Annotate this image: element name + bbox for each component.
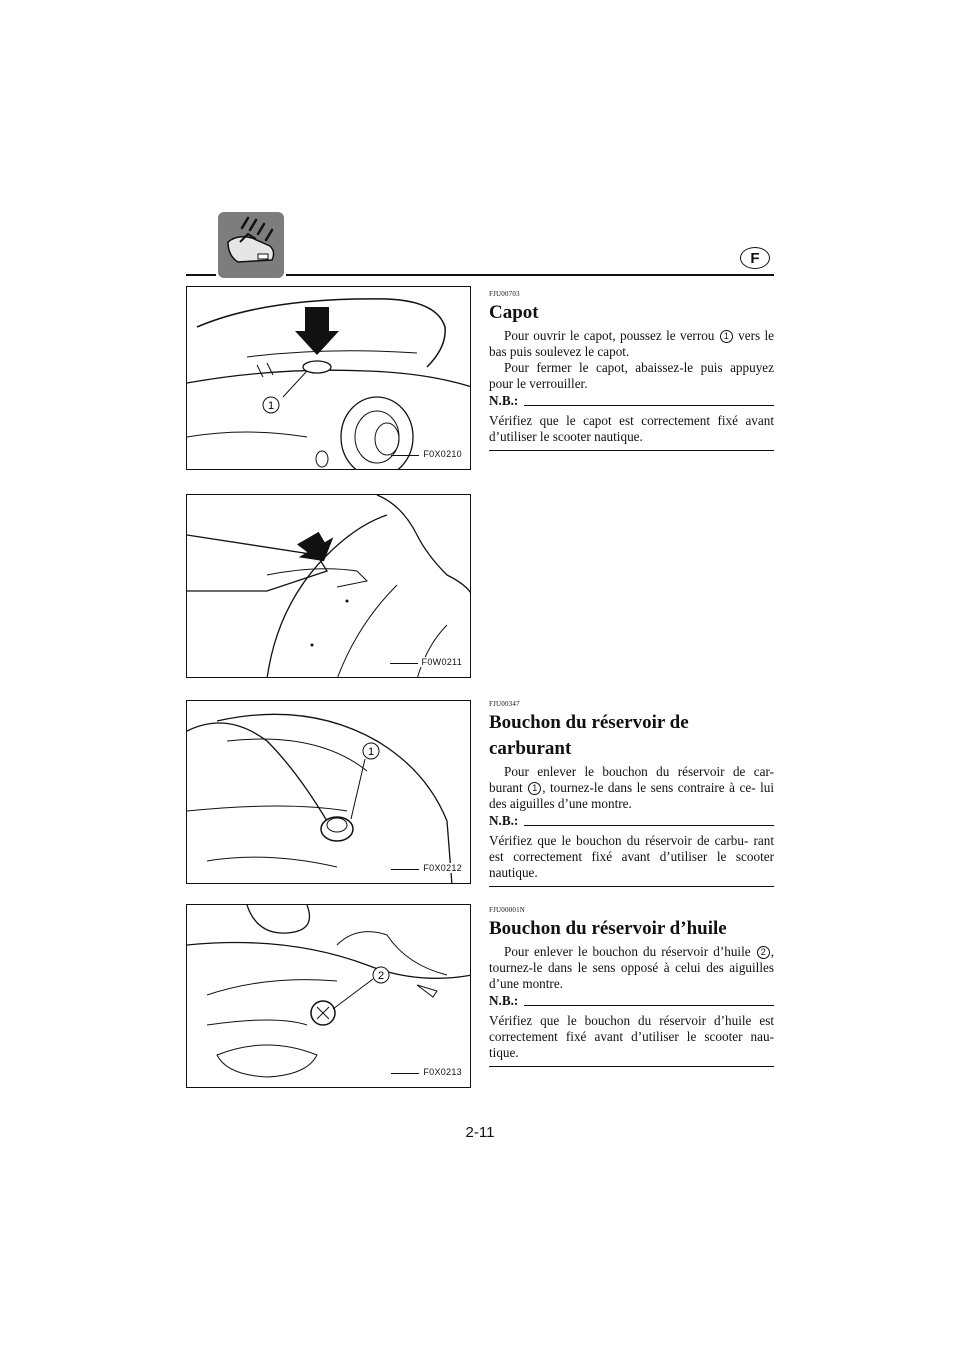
figure-code: F0X0213 [423,1067,462,1077]
callout-ref: 2 [757,946,770,959]
section-oil-tank-cap [489,906,774,1067]
section-title: Capot [489,302,539,323]
note-label: N.B.: [489,393,519,408]
svg-text:1: 1 [367,746,375,758]
note-text: Vérifiez que le bouchon du réservoir de carbu- rant est correctement fixé avant d’utiliser le scooter nautique. [489,833,774,880]
figure-fuel-tank-cap [186,700,471,884]
language-badge: F [740,247,770,269]
figure-code: F0X0210 [423,449,462,459]
section-title: Bouchon du réservoir de carburant [489,712,689,759]
jet-ski-icon [218,212,284,278]
note-end-rule [489,450,774,451]
note-header [489,813,774,829]
header-rule [186,274,216,276]
svg-text:1: 1 [267,400,275,412]
figure-code: F0W0211 [421,657,462,667]
svg-text:2: 2 [377,970,385,982]
section-hood [489,290,774,451]
page-number: 2-11 [465,1124,495,1141]
callout-ref: 1 [528,782,541,795]
note-text: Vérifiez que le capot est correctement fixé avant d’utiliser le scooter nautique. [489,413,774,444]
figure-hood-latch [186,286,471,470]
section-code: FJU00703 [489,290,520,298]
paragraph: Pour fermer le capot, abaissez-le puis appuyez pour le verrouiller. [489,360,774,391]
figure-code: F0X0212 [423,863,462,873]
note-end-rule [489,886,774,887]
callout-ref: 1 [720,330,733,343]
section-code: FJU00001N [489,906,526,914]
header-rule [286,274,774,276]
figure-hood-closing [186,494,471,678]
note-text: Vérifiez que le bouchon du réservoir d’huile est correctement fixé avant d’utiliser le scooter nau- tique. [489,1013,774,1060]
note-header [489,993,774,1009]
figure-oil-tank-cap [186,904,471,1088]
section-fuel-tank-cap [489,700,774,887]
section-code: FJU00347 [489,700,520,708]
note-header [489,393,774,409]
note-label: N.B.: [489,993,519,1008]
section-title: Bouchon du réservoir d’huile [489,918,727,939]
note-label: N.B.: [489,813,519,828]
note-end-rule [489,1066,774,1067]
paragraph: Pour enlever le bouchon du réservoir d’huile 2 , tournez-le dans le sens opposé à celui des aiguilles d’une montre. [489,944,774,991]
paragraph: Pour enlever le bouchon du réservoir de car- burant 1 , tournez-le dans le sens contraire à ce- lui des aiguilles d’une montre. [489,764,775,811]
paragraph: Pour ouvrir le capot, poussez le verrou 1 vers le bas puis soulevez le capot. [489,328,775,359]
